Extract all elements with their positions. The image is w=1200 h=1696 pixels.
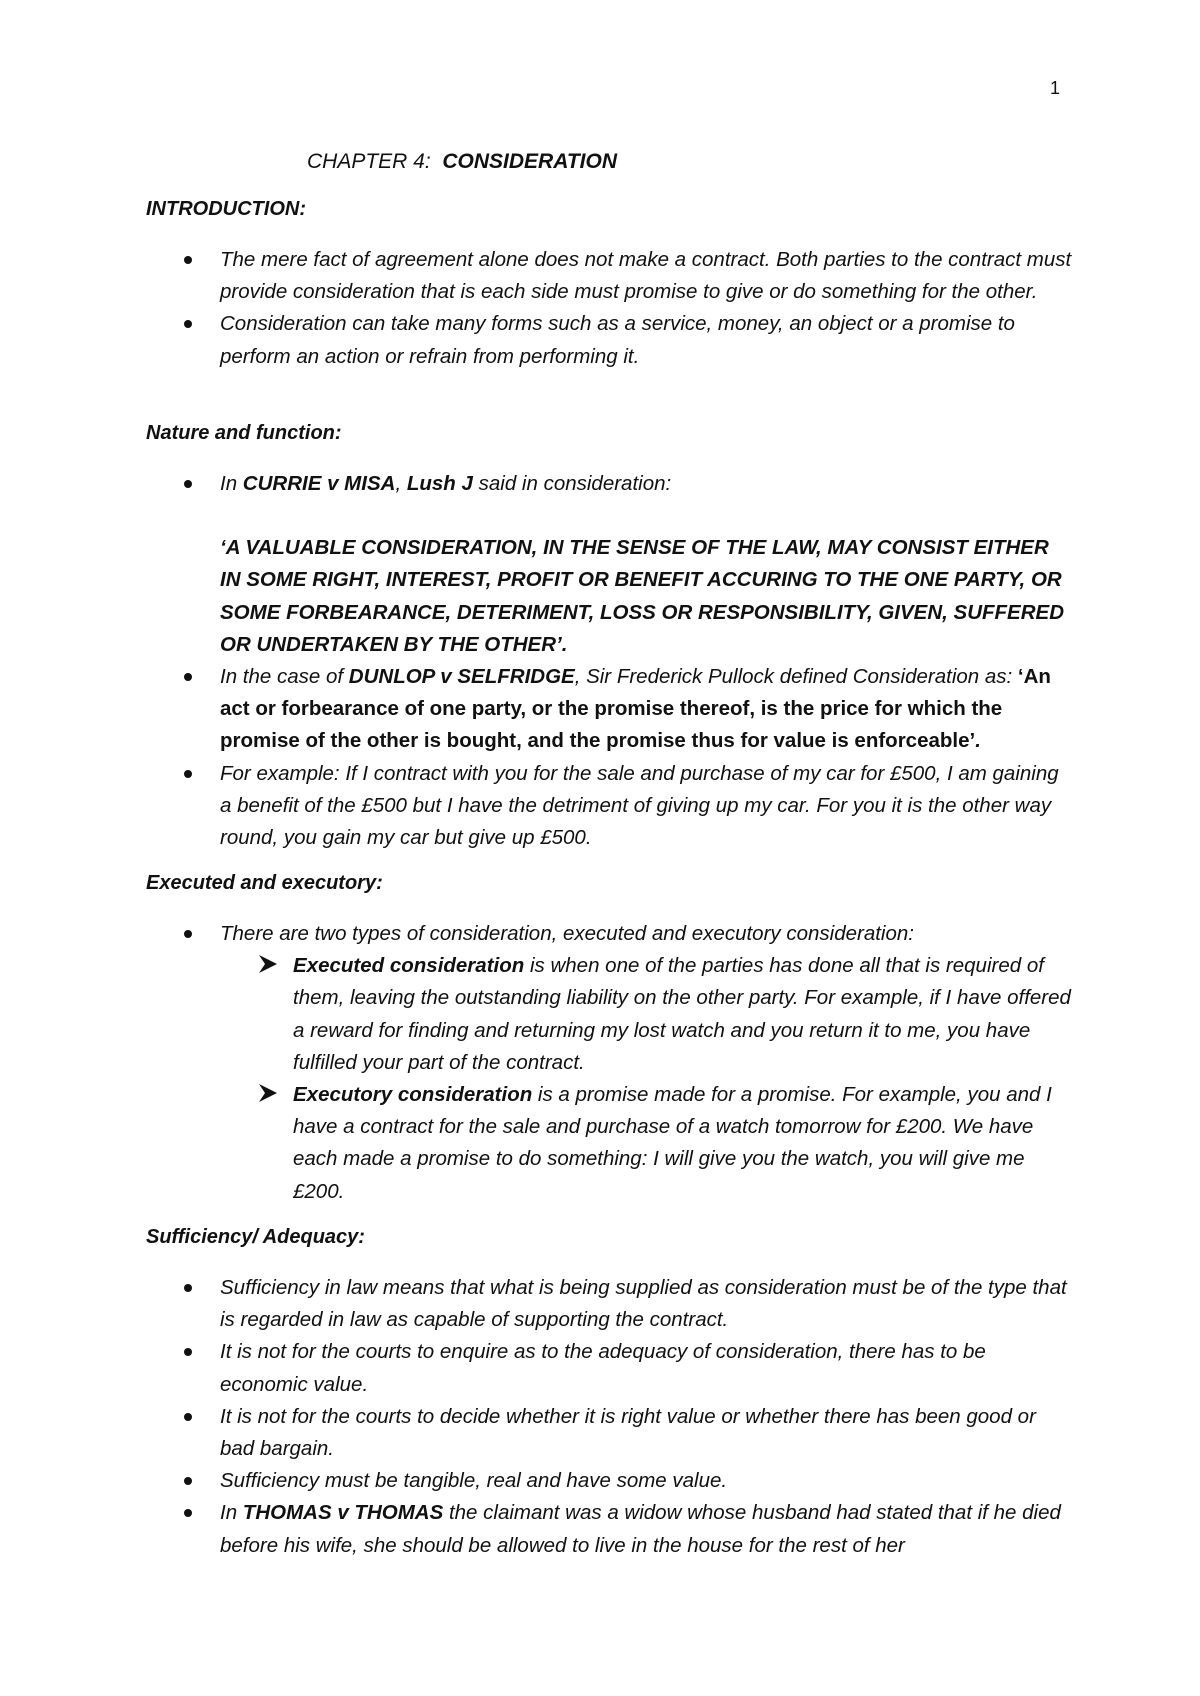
list-item xyxy=(183,918,1073,1208)
heading-executed-and-executory: Executed and executory: xyxy=(146,872,383,894)
list-item xyxy=(183,468,1073,500)
text: In xyxy=(220,472,243,495)
list-item: The mere fact of agreement alone does not make a contract. Both parties to the contract must provide consideration that is each side must promise to give or do something for the other. xyxy=(183,244,1073,308)
text: . xyxy=(975,729,981,753)
text: is when one of the parties has done all that is required of them, leaving the outstanding liability on the other party. For example, if I have offered a reward for finding and returning my lost watch and you return it to me, you have fulfilled your part of the contract. xyxy=(293,954,1071,1074)
case-name: THOMAS v THOMAS xyxy=(242,1501,444,1525)
nature-list xyxy=(183,468,1073,854)
list-item: For example: If I contract with you for the sale and purchase of my car for £500, I am gaining a benefit of the £500 but I have the detriment of giving up my car. For you it is the other way round, you gain my car but give up £500. xyxy=(183,758,1073,855)
sub-list-item xyxy=(257,1079,1073,1208)
chapter-name: CONSIDERATION xyxy=(442,150,617,173)
text: In xyxy=(220,1501,243,1525)
case-name: CURRIE v MISA xyxy=(242,472,396,495)
heading-sufficiency-adequacy: Sufficiency/ Adequacy: xyxy=(146,1226,365,1248)
page-number: 1 xyxy=(1050,78,1061,98)
term: Executory consideration xyxy=(293,1083,533,1107)
list-item: Consideration can take many forms such as a service, money, an object or a promise to perform an action or refrain from performing it. xyxy=(183,308,1073,372)
introduction-list xyxy=(183,244,1073,373)
list-item: It is not for the courts to decide whether it is right value or whether there has been good or bad bargain. xyxy=(183,1401,1073,1465)
text: There are two types of consideration, executed and executory consideration: xyxy=(220,922,914,945)
list-item: Sufficiency in law means that what is being supplied as consideration must be of the type that is regarded in law as capable of supporting the contract. xyxy=(183,1272,1073,1336)
chapter-title xyxy=(307,150,617,174)
heading-introduction: INTRODUCTION: xyxy=(146,198,306,220)
arrow-bullet-icon xyxy=(257,1082,279,1104)
list-item xyxy=(183,661,1073,758)
text: is a promise made for a promise. For example, you and I have a contract for the sale and purchase of a watch tomorrow for £200. We have each made a promise to do something: I will give you the watch, you will give me £200. xyxy=(293,1083,1052,1203)
sub-list xyxy=(257,950,1073,1208)
text: , xyxy=(395,472,407,495)
sub-list-item xyxy=(257,950,1073,1079)
quote-dunlop-v-selfridge: ‘An act or forbearance of one party, or the promise thereof, is the price for which the promise of the other is bought, and the promise thus for value is enforceable’ xyxy=(220,665,1051,753)
quote-currie-v-misa: ‘A VALUABLE CONSIDERATION, IN THE SENSE OF THE LAW, MAY CONSIST EITHER IN SOME RIGHT, INTEREST, PROFIT OR BENEFIT ACCURING TO THE ONE PARTY, OR SOME FORBEARANCE, DETERIMENT, LOSS OR RESPONSIBILITY, GIVEN, SUFFERED OR UNDERTAKEN BY THE OTHER’. xyxy=(220,536,1065,656)
text: said in consideration: xyxy=(472,472,672,495)
list-item xyxy=(183,1497,1073,1561)
text: , Sir Frederick Pullock defined Consideration as: xyxy=(574,665,1018,689)
arrow-bullet-icon xyxy=(257,953,279,975)
text: In the case of xyxy=(220,665,349,689)
judge-name: Lush J xyxy=(406,472,473,495)
text: the claimant was a widow whose husband had stated that if he died before his wife, she should be allowed to live in the house for the rest of her xyxy=(220,1501,1061,1557)
executed-list xyxy=(183,918,1073,1208)
chapter-prefix: CHAPTER 4: xyxy=(307,150,431,173)
sufficiency-list xyxy=(183,1272,1073,1562)
heading-nature-and-function: Nature and function: xyxy=(146,422,342,444)
list-item: It is not for the courts to enquire as to the adequacy of consideration, there has to be economic value. xyxy=(183,1336,1073,1400)
list-item: Sufficiency must be tangible, real and have some value. xyxy=(183,1465,1073,1497)
case-name: DUNLOP v SELFRIDGE xyxy=(348,665,575,689)
term: Executed consideration xyxy=(293,954,525,978)
